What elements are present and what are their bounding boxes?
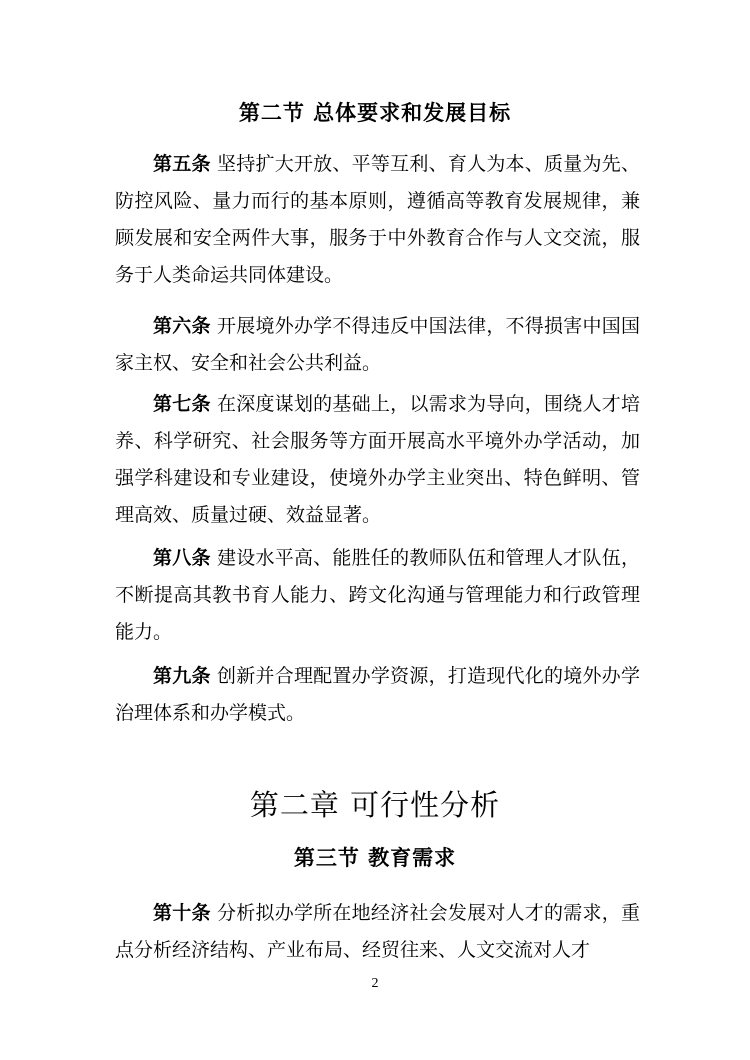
article-9 [115,658,640,732]
article-6 [115,308,640,382]
article-label: 第五条 [153,153,211,175]
article-text: 坚持扩大开放、平等互利、育人为本、质量为先、防控风险、量力而行的基本原则，遵循高等教育发展规律，兼顾发展和安全两件大事，服务于中外教育合作与人文交流，服务于人类命运共同体建设。 [115,153,640,286]
article-text: 建设水平高、能胜任的教师队伍和管理人才队伍，不断提高其教书育人能力、跨文化沟通与管理能力和行政管理能力。 [115,547,640,643]
article-10 [115,895,640,969]
article-8 [115,540,640,651]
page-number: 2 [371,976,379,991]
article-text: 创新并合理配置办学资源，打造现代化的境外办学治理体系和办学模式。 [115,665,640,724]
article-text: 分析拟办学所在地经济社会发展对人才的需求，重点分析经济结构、产业布局、经贸往来、人文交流对人才 [115,902,640,961]
article-label: 第十条 [153,902,211,924]
article-label: 第八条 [153,547,211,569]
article-text: 开展境外办学不得违反中国法律，不得损害中国国家主权、安全和社会公共利益。 [115,315,640,374]
section-title: 第二节 总体要求和发展目标 [238,100,512,125]
article-7 [115,386,640,534]
article-5 [115,146,640,294]
chapter-title: 第二章 可行性分析 [249,788,501,822]
article-label: 第九条 [153,665,211,687]
article-label: 第七条 [153,393,211,415]
article-label: 第六条 [153,315,211,337]
article-text: 在深度谋划的基础上，以需求为导向，围绕人才培养、科学研究、社会服务等方面开展高水平境外办学活动，加强学科建设和专业建设，使境外办学主业突出、特色鲜明、管理高效、质量过硬、效益显著。 [115,393,640,526]
section-title: 第三节 教育需求 [293,845,457,870]
